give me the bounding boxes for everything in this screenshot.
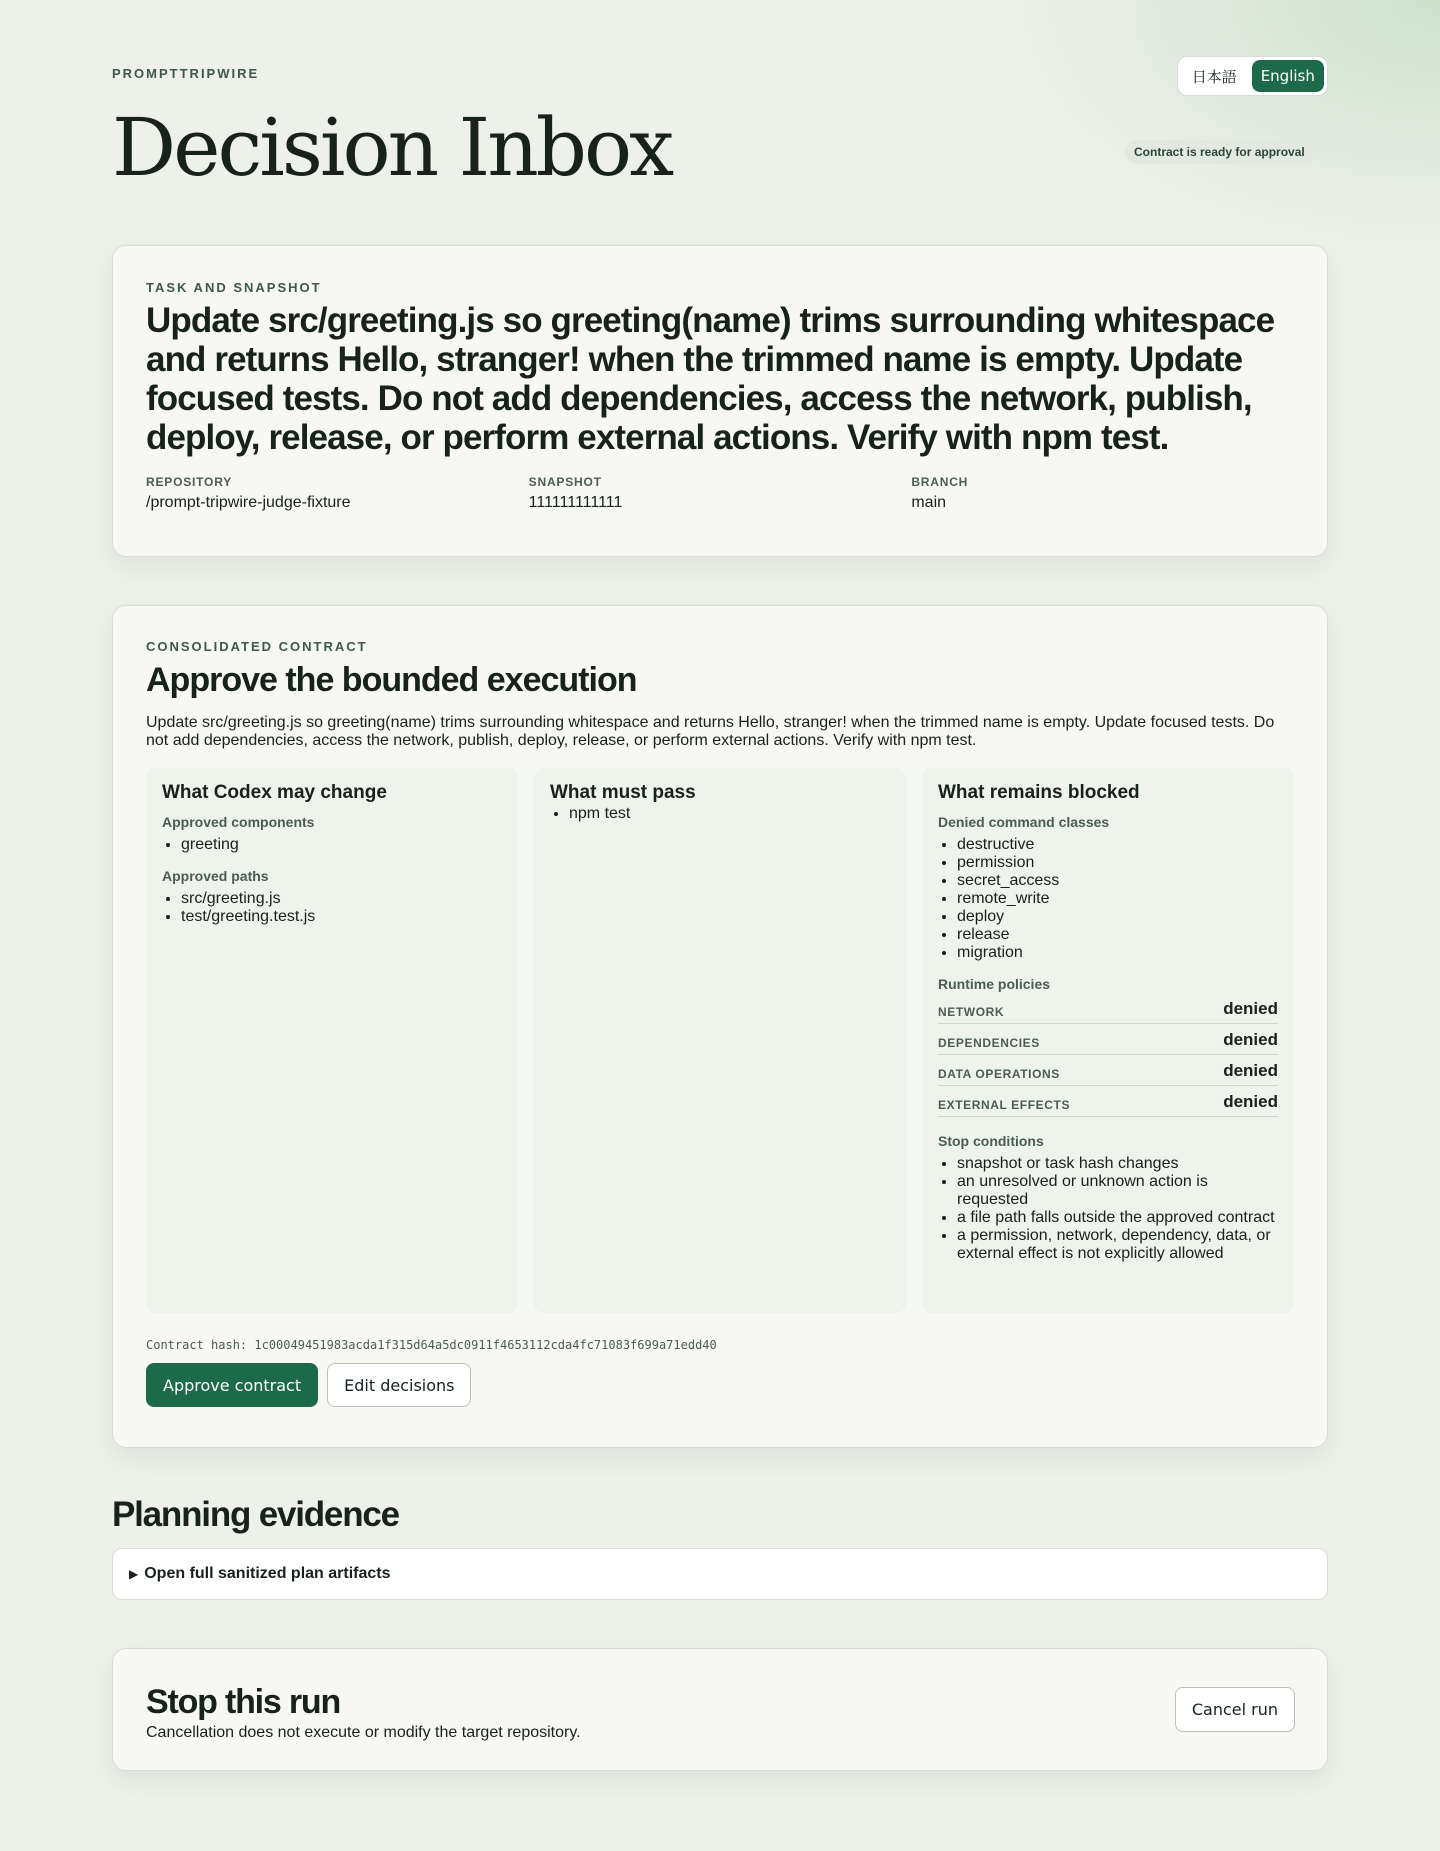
list-item: • snapshot or task hash changes (957, 1155, 1278, 1173)
stop-conditions-list (938, 1155, 1278, 1263)
paths-label: Approved paths (162, 868, 269, 884)
approve-contract-button[interactable]: Approve contract (146, 1363, 318, 1407)
list-item: • a file path falls outside the approved contract (957, 1209, 1278, 1227)
components-list (162, 836, 502, 854)
planning-evidence-title: Planning evidence (112, 1495, 399, 1534)
denied-label: Denied command classes (938, 814, 1110, 830)
must-pass-panel (534, 768, 906, 1313)
task-card (112, 245, 1328, 557)
edit-decisions-button[interactable]: Edit decisions (327, 1363, 471, 1407)
contract-eyebrow: CONSOLIDATED CONTRACT (146, 639, 368, 654)
policy-key: DEPENDENCIES (938, 1036, 1040, 1050)
policy-value: denied (1223, 1061, 1278, 1080)
list-item: • release (957, 926, 1278, 944)
policies-label: Runtime policies (938, 976, 1051, 992)
components-label: Approved components (162, 814, 315, 830)
policy-key: DATA OPERATIONS (938, 1067, 1060, 1081)
plan-artifacts-disclosure[interactable] (112, 1548, 1328, 1600)
language-en-button[interactable]: English (1252, 60, 1324, 92)
page-title: Decision Inbox (112, 101, 672, 194)
contract-title: Approve the bounded execution (146, 661, 637, 699)
meta-label: REPOSITORY (146, 475, 233, 489)
list-item: • a permission, network, dependency, data, or external effect is not explicitly allowed (957, 1227, 1278, 1263)
meta-value: 111111111111 (528, 494, 623, 511)
stop-run-text: Cancellation does not execute or modify the target repository. (146, 1724, 581, 1741)
language-switcher (1177, 56, 1328, 96)
paths-list (162, 890, 502, 926)
list-item: • npm test (569, 805, 890, 823)
contract-hash: Contract hash: 1c00049451983acda1f315d64a5dc0911f4653112cda4fc71083f699a71edd40 (146, 1338, 717, 1352)
may-change-panel (146, 768, 518, 1313)
policy-value: denied (1223, 1092, 1278, 1111)
list-item: • destructive (957, 836, 1278, 854)
policy-value: denied (1223, 999, 1278, 1018)
contract-panels (146, 768, 1294, 1313)
meta-value: /prompt-tripwire-judge-fixture (146, 494, 351, 511)
policy-value: denied (1223, 1030, 1278, 1049)
brand-label: PROMPTTRIPWIRE (112, 66, 260, 81)
policy-row (938, 1024, 1278, 1055)
policy-row (938, 998, 1278, 1024)
list-item: • src/greeting.js (181, 890, 502, 908)
contract-summary: Update src/greeting.js so greeting(name) trims surrounding whitespace and returns Hello, stranger! when the trimmed name is empty. Update focused tests. Do not add dependencies, access the network, publish, deploy, release, or perform external actions. Verify with npm test. (146, 714, 1275, 749)
stop-run-title: Stop this run (146, 1683, 341, 1721)
list-item: • an unresolved or unknown action is requested (957, 1173, 1278, 1209)
list-item: • permission (957, 854, 1278, 872)
contract-card (112, 605, 1328, 1448)
panel-title: What must pass (550, 782, 696, 803)
meta-repository (146, 475, 529, 512)
policy-key: EXTERNAL EFFECTS (938, 1098, 1071, 1112)
meta-label: SNAPSHOT (528, 475, 602, 489)
policy-row (938, 1086, 1278, 1117)
stop-conditions-label: Stop conditions (938, 1133, 1044, 1149)
meta-value: main (911, 494, 947, 511)
policy-key: NETWORK (938, 1005, 1005, 1019)
policy-row (938, 1055, 1278, 1086)
task-meta (146, 475, 1294, 512)
list-item: • secret_access (957, 872, 1278, 890)
disclosure-triangle-icon: ▶ (129, 1567, 139, 1581)
list-item: • remote_write (957, 890, 1278, 908)
list-item: • deploy (957, 908, 1278, 926)
blocked-panel (922, 768, 1294, 1313)
disclosure-label: Open full sanitized plan artifacts (144, 1565, 391, 1582)
list-item: • greeting (181, 836, 502, 854)
meta-branch (911, 475, 1294, 512)
must-pass-list (550, 805, 890, 823)
task-eyebrow: TASK AND SNAPSHOT (146, 280, 322, 295)
panel-title: What remains blocked (938, 782, 1140, 803)
meta-snapshot (529, 475, 912, 512)
status-badge: Contract is ready for approval (1125, 140, 1314, 164)
language-ja-button[interactable]: 日本語 (1181, 60, 1248, 92)
list-item: • migration (957, 944, 1278, 962)
meta-label: BRANCH (911, 475, 969, 489)
policies-table (938, 998, 1278, 1117)
stop-run-card (112, 1648, 1328, 1771)
contract-actions (146, 1363, 1294, 1407)
panel-title: What Codex may change (162, 782, 387, 803)
list-item: • test/greeting.test.js (181, 908, 502, 926)
task-text: Update src/greeting.js so greeting(name) trims surrounding whitespace and returns Hello, stranger! when the trimmed name is empty. Update focused tests. Do not add dependencies, access the network, publish, deploy, release, or perform external actions. Verify with npm test. (146, 301, 1275, 457)
denied-list (938, 836, 1278, 962)
cancel-run-button[interactable]: Cancel run (1175, 1687, 1295, 1732)
